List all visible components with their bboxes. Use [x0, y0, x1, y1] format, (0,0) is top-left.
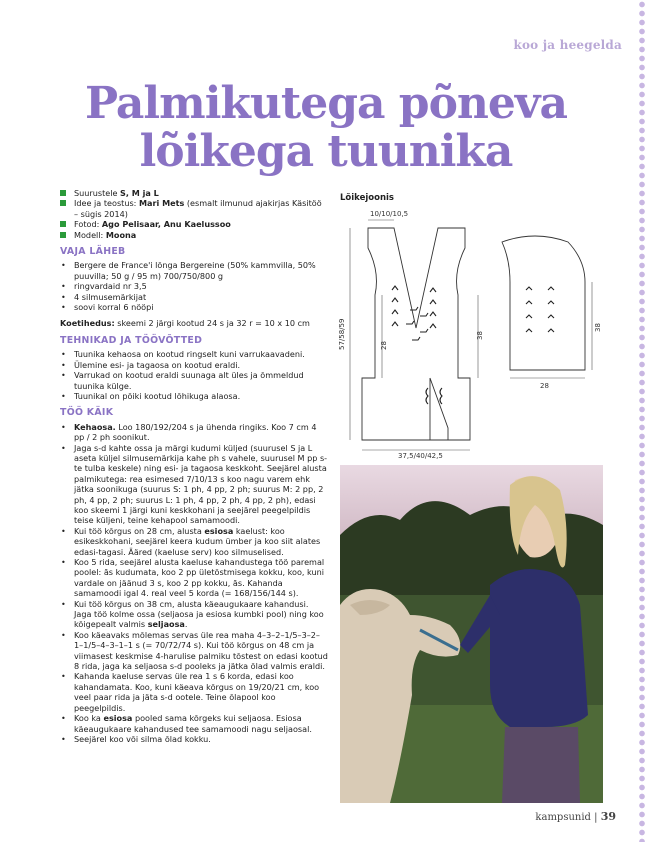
- meta-item: Modell: Moona: [60, 230, 328, 240]
- list-item: • Ülemine esi- ja tagaosa on kootud eraldi.: [60, 360, 328, 370]
- schematic-diagram: [330, 200, 610, 462]
- meta-item: Suurustele S, M ja L: [60, 188, 328, 198]
- list-item: • Tuunikal on põiki kootud lõhikuga alaosa.: [60, 391, 328, 401]
- list-item: • soovi korral 6 nööpi: [60, 302, 328, 312]
- page-footer: [535, 810, 616, 823]
- section-tag: koo ja heegelda: [513, 38, 622, 52]
- list-item: • Jaga s-d kahte ossa ja märgi kudumi küljed (suurusel S ja L aseta küljel silmusemärkija kahe ph s vahele, suurusel M pp s-te tulba keskele) ning esi- ja tagaosa keskkoht. Seejärel alusta palmikutega: rea esimesed 7/10/13 s koo nagu varem ehk jätka soonikuga (suurus S: 1 ph, 4 pp, 2 ph; suurus M: 2 pp, 2 ph, 4 pp, 2 ph; suurus L: 1 ph, 4 pp, 2 ph, 4 pp, 2 ph), edasi koo skeemi 1 järgi kuni keskkohani ja seejärel peegelpildis teise küljeni, teine kehapool samamoodi.: [60, 443, 328, 526]
- list-item: • Koo 5 rida, seejärel alusta kaeluse kahandustega töö paremal poolel: ās kudumata, koo 2 pp ületõstmisega kokku, koo, kuni vardale on jäänud 3 s, koo 2 pp kokku, ās. Kahanda samamoodi igal 4. real veel 5 korda (= 168/156/144 s).: [60, 557, 328, 599]
- list-item: • Koo ka esiosa pooled sama kõrgeks kui seljaosa. Esiosa käeaugukaare kahandused tee samamoodi nagu seljaosal.: [60, 713, 328, 734]
- list-item: • Kui töö kõrgus on 38 cm, alusta käeaugukaare kahandusi. Jaga töö kolme ossa (seljaosa ja esiosa kumbki pool) ning koo kõigepealt valmis seljaosa.: [60, 599, 328, 630]
- techniques-list: [60, 349, 328, 401]
- dim-shoulder: 10/10/10,5: [370, 210, 409, 218]
- tehnikad-heading: TEHNIKAD JA TÖÖVÕTTED: [60, 334, 203, 346]
- page-title-line1: Palmikutega põneva: [85, 78, 567, 129]
- materials-list: [60, 260, 328, 312]
- meta-item: Fotod: Ago Pelisaar, Anu Kaelussoo: [60, 219, 328, 229]
- list-item: • ringvardaid nr 3,5: [60, 281, 328, 291]
- dim-armhole: 38: [476, 331, 484, 340]
- diagram-title: Lõikejoonis: [340, 193, 394, 203]
- list-item: • Seejärel koo või silma õlad kokku.: [60, 734, 328, 744]
- footer-separator: |: [590, 812, 601, 823]
- list-item: • Kui töö kõrgus on 28 cm, alusta esiosa kaelust: koo esikeskkohani, seejärel keera kudum ümber ja koo siit alates edasi-tagasi. Ääred (kaeluse serv) koo silmuselised.: [60, 526, 328, 557]
- list-item: • 4 silmusemärkijat: [60, 292, 328, 302]
- meta-item: Idee ja teostus: Mari Mets (esmalt ilmunud ajakirjas Käsitöö – sügis 2014): [60, 198, 328, 219]
- kaik-heading: TÖÖ KÄIK: [60, 407, 114, 419]
- list-item: • Kehaosa. Loo 180/192/204 s ja ühenda ringiks. Koo 7 cm 4 pp / 2 ph soonikut.: [60, 422, 328, 443]
- text-column: [60, 188, 328, 744]
- instructions-list: [60, 422, 328, 745]
- gauge-line: Koetihedus: skeemi 2 järgi kootud 24 s ja 32 r = 10 x 10 cm: [60, 318, 310, 329]
- dim-sleeve-width: 28: [540, 382, 549, 390]
- vaja-heading: VAJA LÄHEB: [60, 246, 126, 258]
- list-item: • Kahanda kaeluse servas üle rea 1 s 6 korda, edasi koo kahandamata. Koo, kuni käeava kõrgus on 19/20/21 cm, koo veel paar rida ja jäta s-d ootele. Teine õlapool koo peegelpildis.: [60, 671, 328, 713]
- list-item: • Varrukad on kootud eraldi suunaga alt üles ja õmmeldud tuunika külge.: [60, 370, 328, 391]
- meta-list: [60, 188, 328, 240]
- dim-sleeve-length: 38: [594, 323, 602, 332]
- magazine-name: kampsunid: [535, 812, 591, 823]
- list-item: • Bergere de France'i lõnga Bergereine (50% kammvilla, 50% puuvilla; 50 g / 95 m) 700/750/800 g: [60, 260, 328, 281]
- list-item: • Tuunika kehaosa on kootud ringselt kuni varrukaavadeni.: [60, 349, 328, 359]
- dim-total-height: 57/58/59: [338, 318, 346, 350]
- dim-body-upper: 28: [380, 341, 388, 350]
- page-title-line2: lõikega tuunika: [139, 126, 513, 177]
- model-photo: [340, 465, 603, 803]
- dim-width: 37,5/40/42,5: [398, 452, 443, 460]
- list-item: • Koo käeavaks mõlemas servas üle rea maha 4–3–2–1/5–3–2–1–1/5–4–3–1–1 s (= 70/72/74 s). Kui töö kõrgus on 48 cm ja viimasest keskmise 4-harulise palmiku tõstest on edasi kootud 8 rida, jaga ka seljaosa s-d pooleks ja jätka õlad valmis eraldi.: [60, 630, 328, 672]
- page-number: 39: [600, 810, 616, 823]
